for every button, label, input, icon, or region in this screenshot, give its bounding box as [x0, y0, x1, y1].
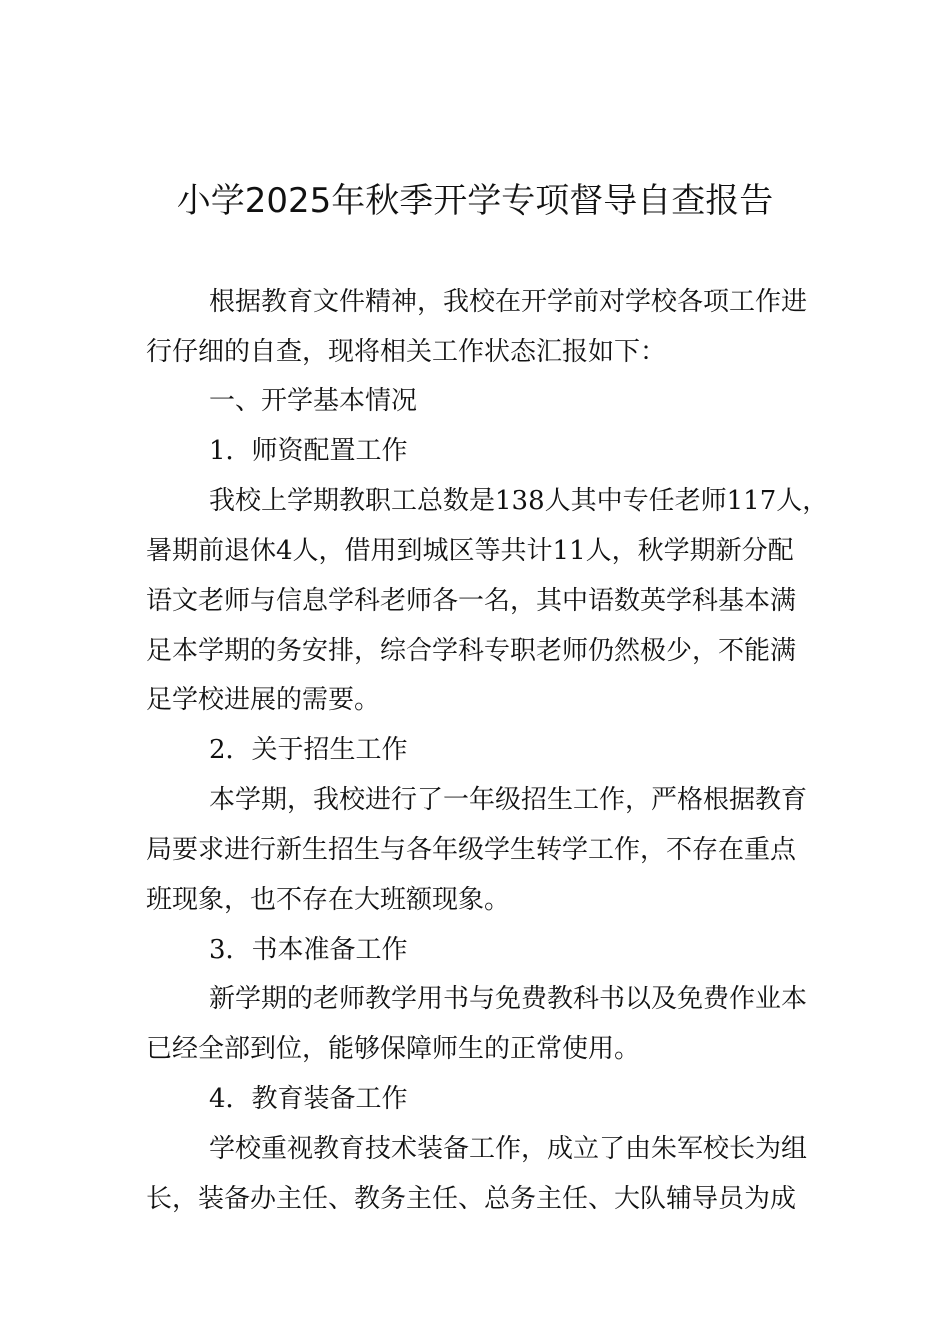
paragraph-line: 我校上学期教职工总数是138人其中专任老师117人，: [209, 486, 829, 516]
paragraph-line: 行仔细的自查，现将相关工作状态汇报如下：: [146, 337, 667, 367]
paragraph-line: 已经全部到位，能够保障师生的正常使用。: [146, 1034, 641, 1064]
subsection-heading: 1．师资配置工作: [209, 436, 408, 466]
paragraph-line: 足学校进展的需要。: [146, 685, 381, 715]
subsection-heading: 2．关于招生工作: [209, 735, 408, 765]
paragraph-line: 新学期的老师教学用书与免费教科书以及免费作业本: [209, 984, 808, 1014]
paragraph-line: 根据教育文件精神，我校在开学前对学校各项工作进: [209, 287, 808, 317]
paragraph-line: 学校重视教育技术装备工作，成立了由朱军校长为组: [209, 1134, 808, 1164]
paragraph-line: 长，装备办主任、教务主任、总务主任、大队辅导员为成: [146, 1184, 797, 1214]
document-title: 小学2025年秋季开学专项督导自查报告: [176, 181, 774, 221]
subsection-heading: 3．书本准备工作: [209, 935, 408, 965]
paragraph-line: 足本学期的务安排，综合学科专职老师仍然极少，不能满: [146, 636, 797, 666]
paragraph-line: 局要求进行新生招生与各年级学生转学工作，不存在重点: [146, 835, 797, 865]
section-heading: 一、开学基本情况: [209, 386, 418, 416]
paragraph-line: 本学期，我校进行了一年级招生工作，严格根据教育: [209, 785, 808, 815]
paragraph-line: 暑期前退休4人，借用到城区等共计11人，秋学期新分配: [146, 536, 794, 566]
paragraph-line: 语文老师与信息学科老师各一名，其中语数英学科基本满: [146, 586, 797, 616]
paragraph-line: 班现象，也不存在大班额现象。: [146, 885, 511, 915]
subsection-heading: 4．教育装备工作: [209, 1084, 408, 1114]
